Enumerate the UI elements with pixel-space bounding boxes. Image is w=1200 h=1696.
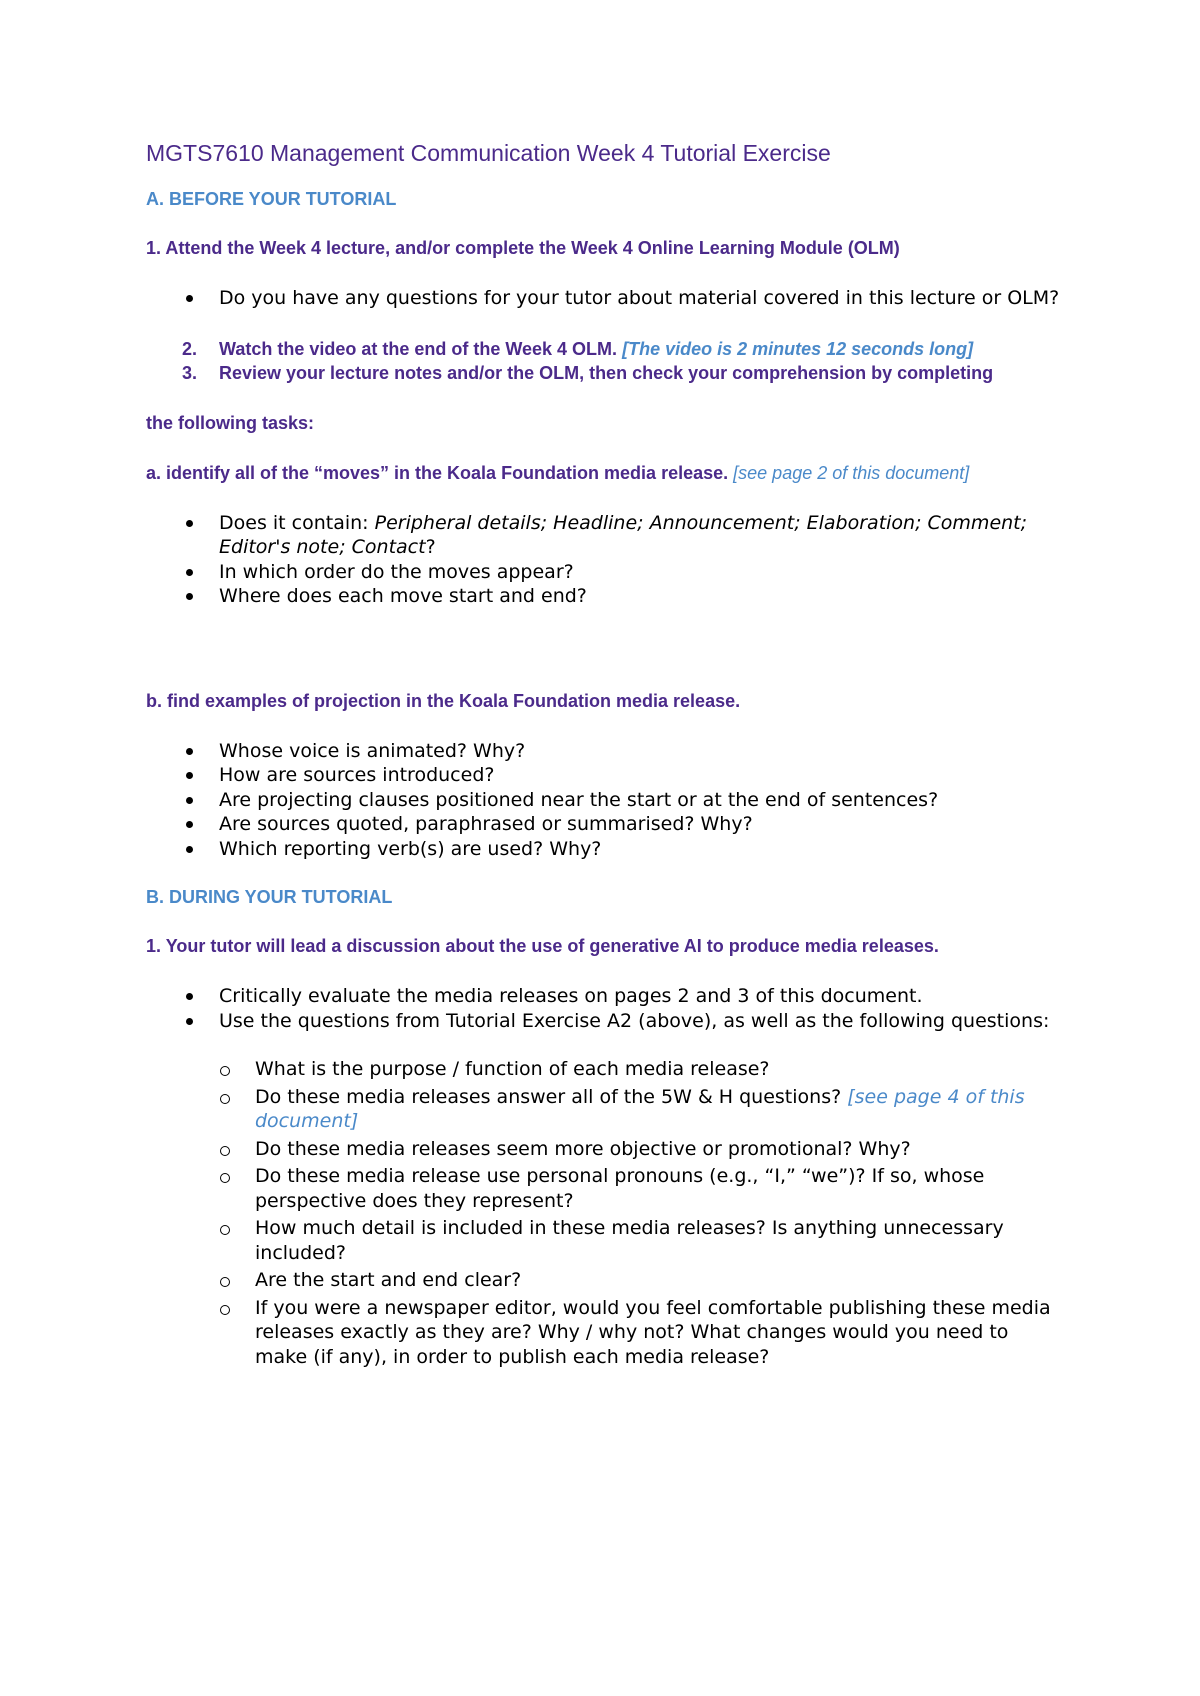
bullet-icon	[186, 295, 193, 302]
list-item: Where does each move start and end?	[146, 584, 1066, 609]
discussion-questions	[146, 1057, 1066, 1369]
list-item: Do these media release use personal pronouns (e.g., “I,” “we”)? If so, whose perspective does they represent?	[146, 1164, 1066, 1213]
tasks-intro: the following tasks:	[146, 412, 315, 433]
section-b-question-1: 1. Your tutor will lead a discussion about the use of generative AI to produce media releases.	[146, 936, 939, 956]
bullet-icon	[186, 748, 193, 755]
list-item: Are sources quoted, paraphrased or summarised? Why?	[146, 812, 1066, 837]
list-item: How much detail is included in these media releases? Is anything unnecessary included?	[146, 1216, 1066, 1265]
list-item: Does it contain: Peripheral details; Headline; Announcement; Elaboration; Comment; Editor's note; Contact?	[146, 511, 1066, 560]
task-a-heading: a. identify all of the “moves” in the Koala Foundation media release. [see page 2 of this document]	[146, 462, 970, 483]
list-item: Whose voice is animated? Why?	[146, 739, 1066, 764]
bullet-icon	[186, 569, 193, 576]
task-a-note: [see page 2 of this document]	[733, 462, 970, 483]
section-a-numbered-list	[146, 337, 1066, 385]
circle-bullet-icon	[220, 1066, 230, 1076]
page-4-note: [see page 4 of this document]	[255, 1085, 1025, 1132]
circle-bullet-icon	[220, 1146, 230, 1156]
circle-bullet-icon	[220, 1173, 230, 1183]
list-item: What is the purpose / function of each media release?	[146, 1057, 1066, 1082]
task-a-bullets	[146, 511, 1066, 609]
list-item: Do you have any questions for your tutor about material covered in this lecture or OLM?	[146, 286, 1066, 311]
list-item: Do these media releases seem more objective or promotional? Why?	[146, 1137, 1066, 1162]
bullet-icon	[186, 993, 193, 1000]
bullet-icon	[186, 797, 193, 804]
list-item: Are projecting clauses positioned near the start or at the end of sentences?	[146, 788, 1066, 813]
task-b-heading: b. find examples of projection in the Koala Foundation media release.	[146, 690, 741, 711]
list-item: Critically evaluate the media releases on pages 2 and 3 of this document.	[146, 984, 1066, 1009]
list-item: In which order do the moves appear?	[146, 560, 1066, 585]
circle-bullet-icon	[220, 1277, 230, 1287]
list-item: Do these media releases answer all of the 5W & H questions? [see page 4 of this document]	[146, 1085, 1066, 1134]
list-item: 3. Review your lecture notes and/or the OLM, then check your comprehension by completing	[182, 362, 994, 383]
section-b-heading: B. DURING YOUR TUTORIAL	[146, 887, 393, 907]
bullet-icon	[186, 520, 193, 527]
section-a-heading: A. BEFORE YOUR TUTORIAL	[146, 189, 397, 209]
page-title: MGTS7610 Management Communication Week 4 Tutorial Exercise	[146, 140, 831, 166]
circle-bullet-icon	[220, 1305, 230, 1315]
list-item: 2. Watch the video at the end of the Week 4 OLM. [The video is 2 minutes 12 seconds long]	[182, 338, 974, 359]
bullet-icon	[186, 821, 193, 828]
list-item: Are the start and end clear?	[146, 1268, 1066, 1293]
bullet-icon	[186, 772, 193, 779]
bullet-icon	[186, 1018, 193, 1025]
circle-bullet-icon	[220, 1094, 230, 1104]
bullet-icon	[186, 846, 193, 853]
list-item: If you were a newspaper editor, would you feel comfortable publishing these media releases exactly as they are? Why / why not? What changes would you need to make (if any), in order to publish each media release?	[146, 1296, 1066, 1370]
list-item: How are sources introduced?	[146, 763, 1066, 788]
task-b-bullets	[146, 739, 1066, 862]
document-body	[146, 140, 1066, 1372]
list-item: Use the questions from Tutorial Exercise A2 (above), as well as the following questions:	[146, 1009, 1066, 1034]
section-a-question-1: 1. Attend the Week 4 lecture, and/or complete the Week 4 Online Learning Module (OLM)	[146, 238, 900, 258]
list-item: Which reporting verb(s) are used? Why?	[146, 837, 1066, 862]
section-b-bullets	[146, 984, 1066, 1033]
bullet-icon	[186, 593, 193, 600]
section-a-q1-bullets	[146, 286, 1066, 311]
circle-bullet-icon	[220, 1225, 230, 1235]
video-length-note: [The video is 2 minutes 12 seconds long]	[622, 338, 974, 359]
